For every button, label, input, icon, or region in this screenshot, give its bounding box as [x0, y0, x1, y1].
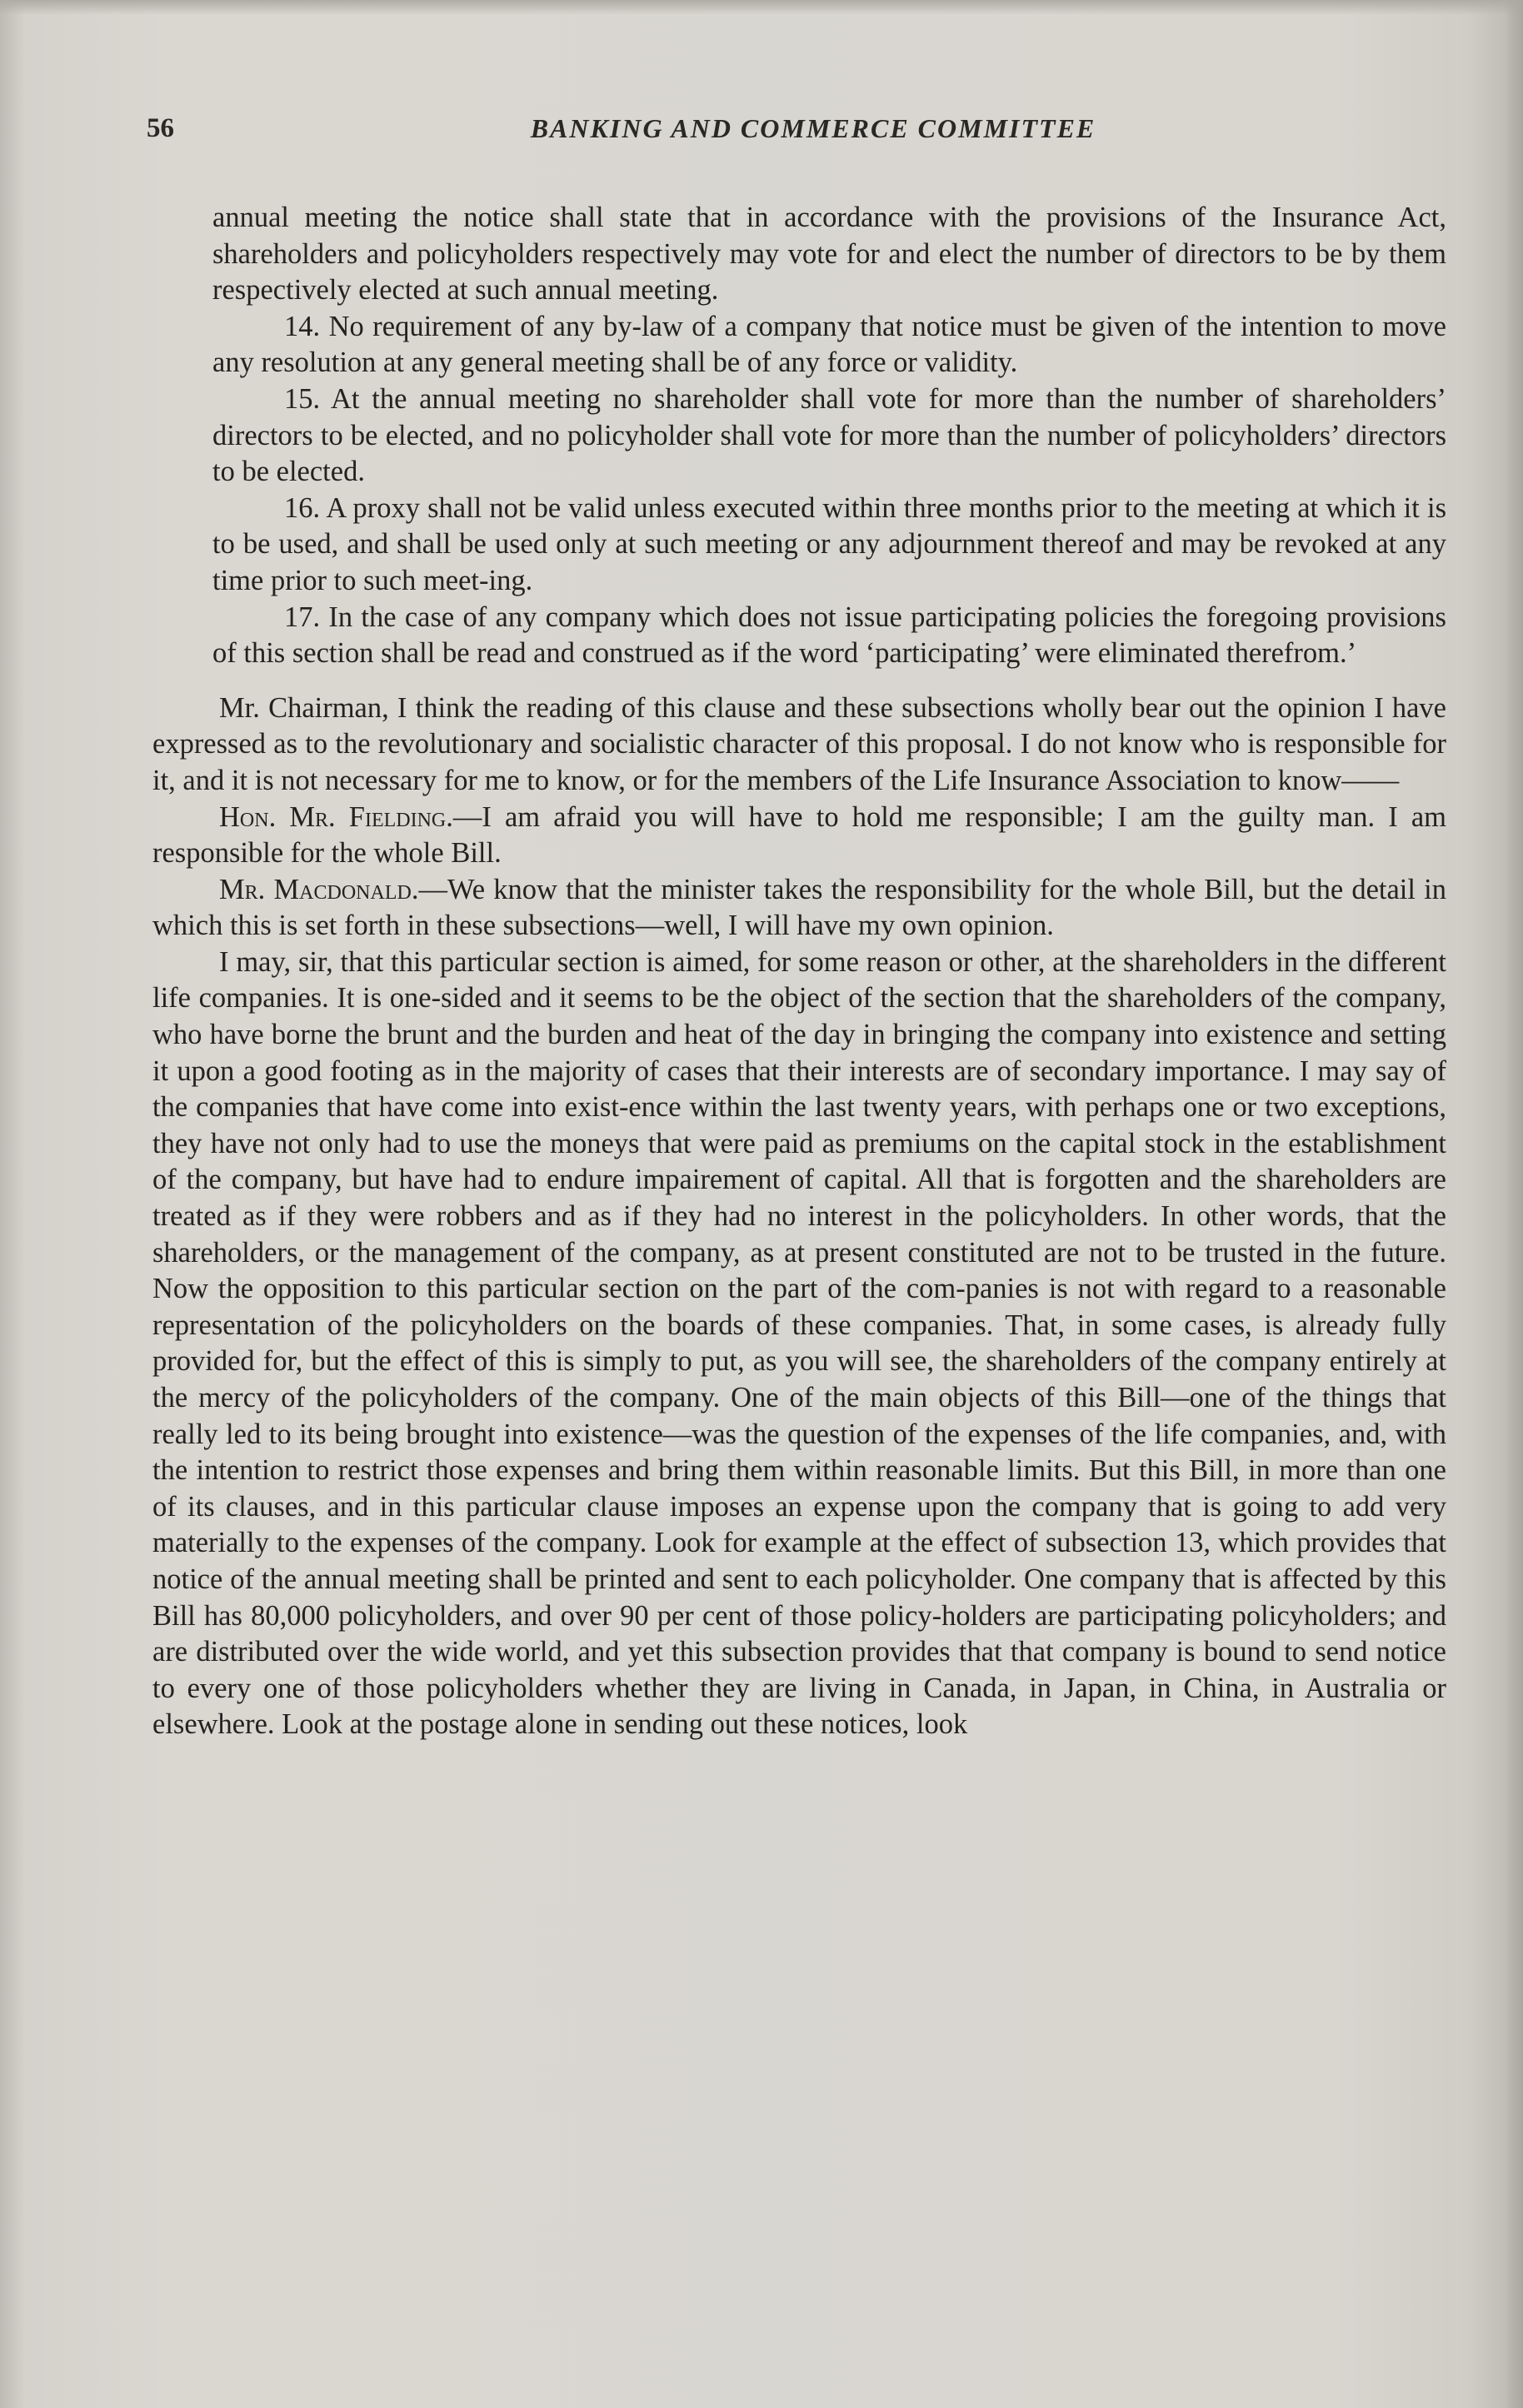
speaker-name: Mr. Macdonald.	[219, 873, 419, 905]
subsection-17: 17. In the case of any company which does not issue participating policies the foregoing provisions of this section shall be read and construed as if the word ‘participating’ were eliminated therefrom.’	[212, 601, 1446, 670]
speech-text: —We know that the minister takes the responsibility for the whole Bill, but the detail in which this is set forth in these subsections—well, I will have my own opinion.	[152, 873, 1446, 942]
page-gutter-shadow	[1505, 0, 1523, 2408]
running-header	[147, 113, 1446, 155]
body-text	[152, 200, 1446, 1743]
paragraph-gap	[152, 672, 1446, 690]
speech-text: —I am afraid you will have to hold me responsible; I am the guilty man. I am responsible for the whole Bill.	[152, 800, 1446, 870]
speech-macdonald	[152, 872, 1446, 945]
subsection-15: 15. At the annual meeting no shareholder shall vote for more than the number of shareholders’ directors to be elected, and no policyholder shall vote for more than the number of policyholders’ directors to be elected.	[212, 382, 1446, 488]
speech-continuation: I may, sir, that this particular section is aimed, for some reason or other, at the shareholders in the different life companies. It is one-sided and it seems to be the object of the section that the shareholders of the company, who have borne the brunt and the burden and heat of the day in bringing the company into existence and setting it upon a good footing as in the majority of cases that their interests are of secondary importance. I may say of the companies that have come into exist-ence within the last twenty years, with perhaps one or two exceptions, they have not only had to use the moneys that were paid as premiums on the capital stock in the establishment of the company, but have had to endure impairement of capital. All that is forgotten and the shareholders are treated as if they were robbers and as if they had no interest in the policyholders. In other words, that the shareholders, or the management of the company, as at present constituted are not to be trusted in the future. Now the opposition to this particular section on the part of the com-panies is not with regard to a reasonable representation of the policyholders on the boards of these companies. That, in some cases, is already fully provided for, but the effect of this is simply to put, as you will see, the shareholders of the company entirely at the mercy of the policyholders of the company. One of the main objects of this Bill—one of the things that really led to its being brought into existence—was the question of the expenses of the life companies, and, with the intention to restrict those expenses and bring them within reasonable limits. But this Bill, in more than one of its clauses, and in this particular clause imposes an expense upon the company that is going to add very materially to the expenses of the company. Look for example at the effect of subsection 13, which provides that notice of the annual meeting shall be printed and sent to each policyholder. One company that is affected by this Bill has 80,000 policyholders, and over 90 per cent of those policy-holders are participating policyholders; and are distributed over the wide world, and yet this subsection provides that that company is bound to send notice to every one of those policyholders whether they are living in Canada, in Japan, in China, in Australia or elsewhere. Look at the postage alone in sending out these notices, look	[152, 945, 1446, 1741]
quoted-clause	[212, 200, 1446, 672]
running-title: BANKING AND COMMERCE COMMITTEE	[530, 113, 1096, 143]
clause-continuation: annual meeting the notice shall state that in accordance with the provisions of the Insurance Act, shareholders and policyholders respectively may vote for and elect the number of directors to be by them respectively elected at such annual meeting.	[212, 202, 1446, 307]
subsection-14: 14. No requirement of any by-law of a company that notice must be given of the intention to move any resolution at any general meeting shall be of any force or validity.	[212, 310, 1446, 379]
speeches	[152, 690, 1446, 1743]
speech-fielding	[152, 800, 1446, 872]
subsection-16: 16. A proxy shall not be valid unless executed within three months prior to the meeting at which it is to be used, and shall be used only at such meeting or any adjournment thereof and may be revoked at any time prior to such meet-ing.	[212, 491, 1446, 596]
speaker-name: Hon. Mr. Fielding.	[219, 800, 453, 833]
speech-chairman: Mr. Chairman, I think the reading of this clause and these subsections wholly bear out the opinion I have expressed as to the revolutionary and socialistic character of this proposal. I do not know who is responsible for it, and it is not necessary for me to know, or for the members of the Life Insurance Association to know——	[152, 691, 1446, 796]
page-top-shadow	[0, 0, 1523, 15]
page-number: 56	[147, 113, 174, 143]
